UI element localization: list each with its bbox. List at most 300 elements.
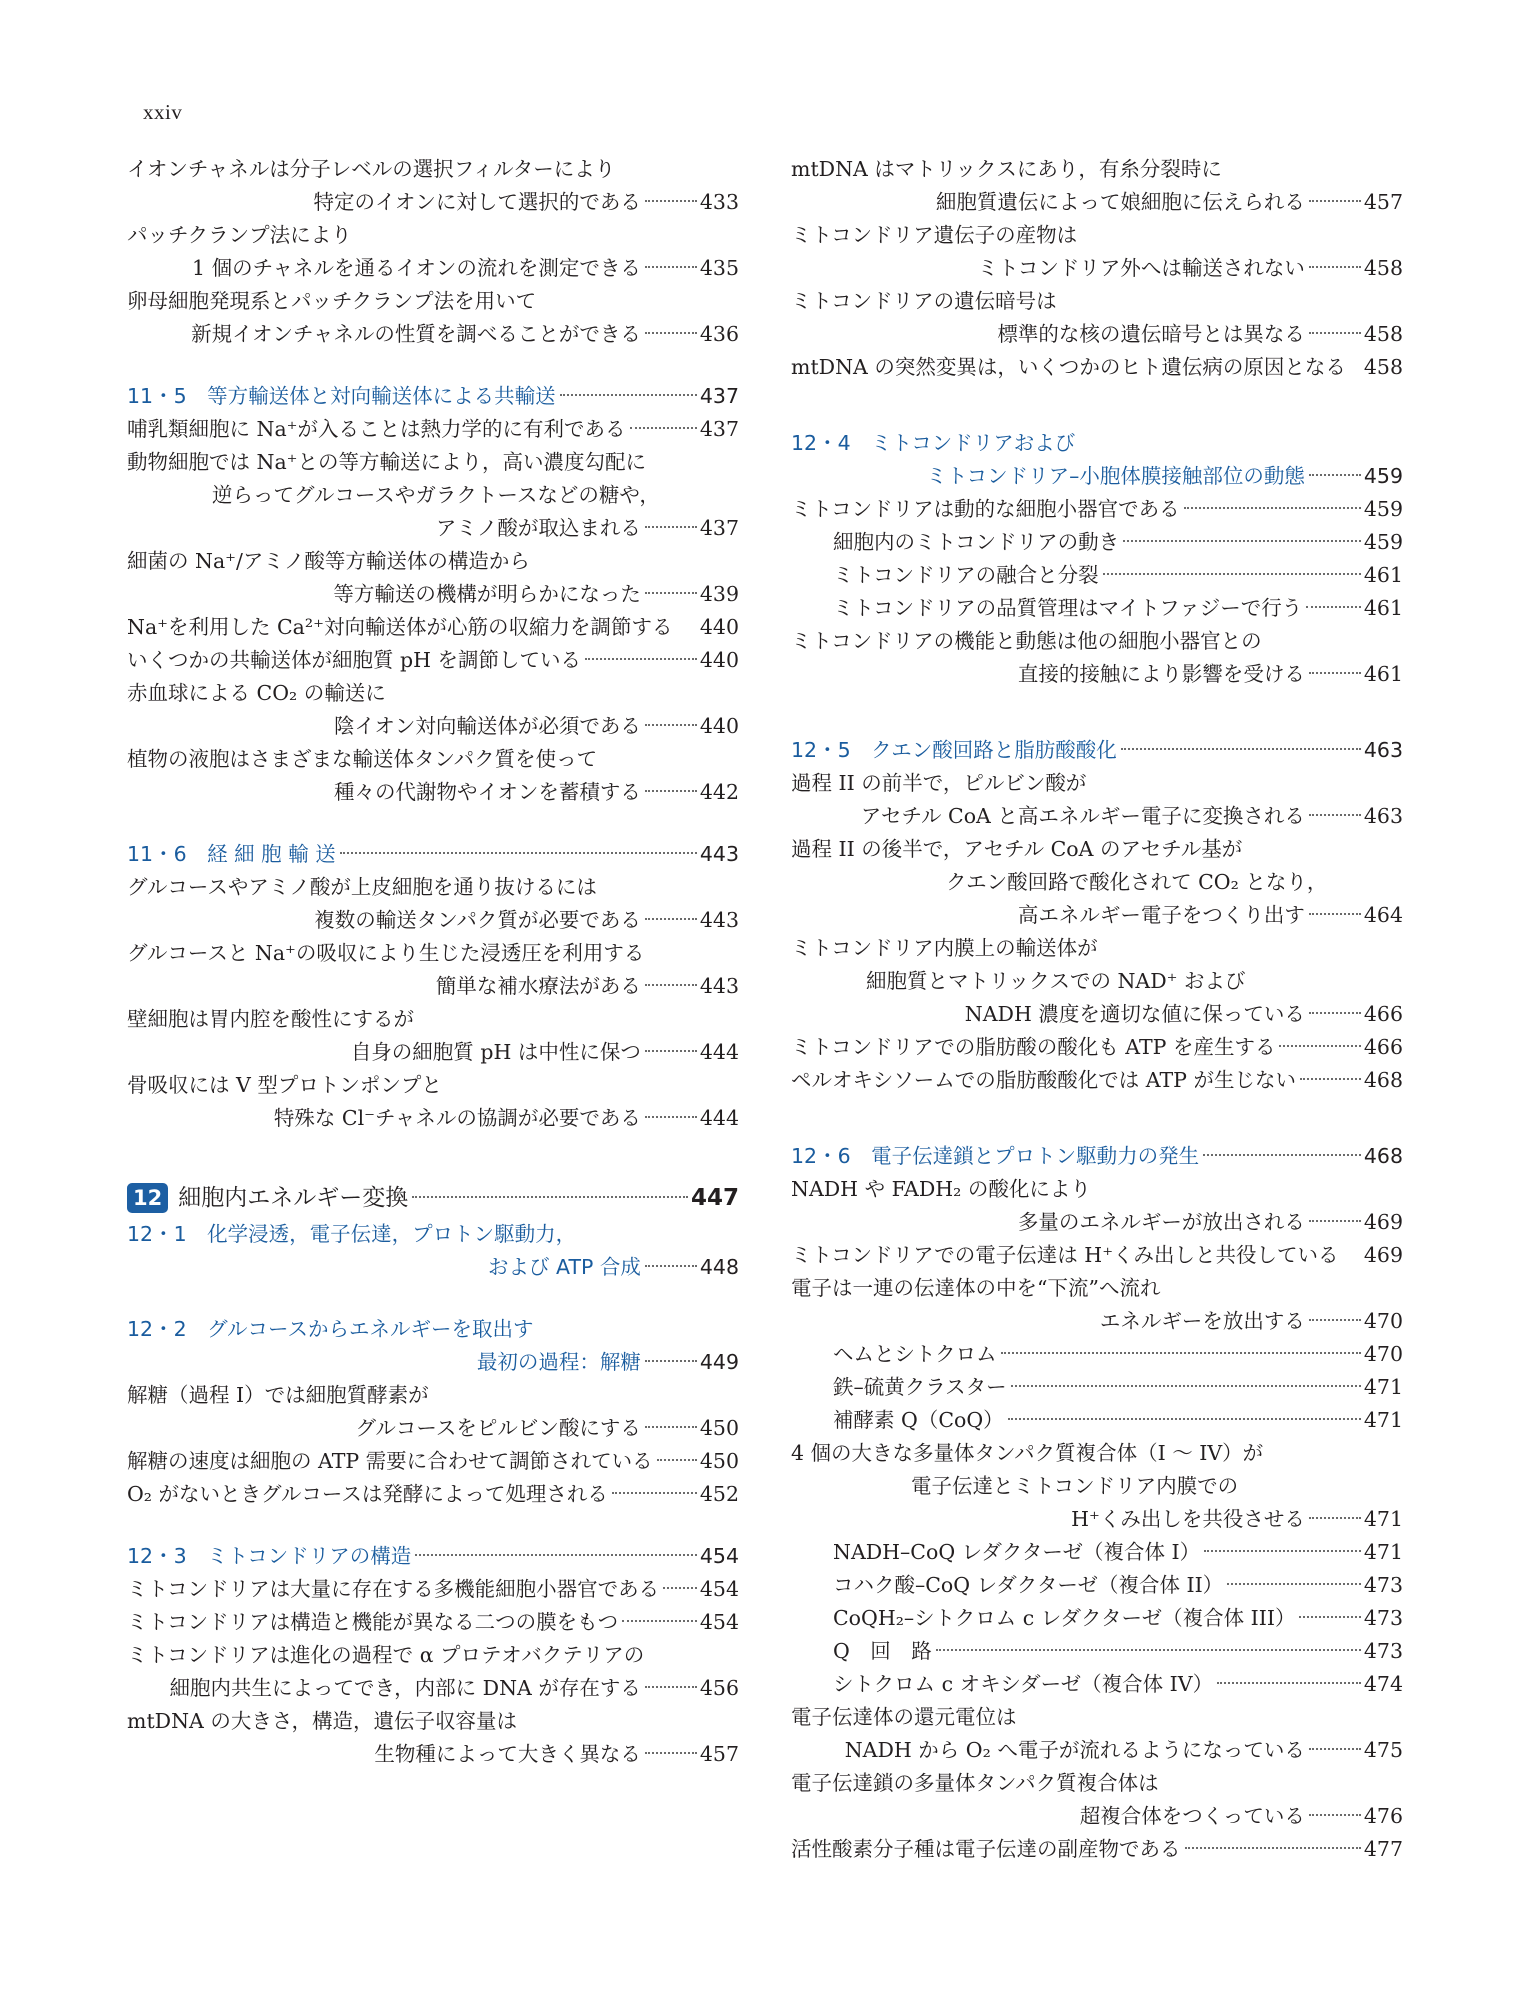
toc-page-number: 449 [699,1350,739,1374]
toc-entry-text [192,252,739,285]
dot-leader [645,200,697,202]
toc-entry-text [274,1102,739,1135]
toc-entry-continuation[interactable] [127,1738,739,1771]
toc-page-number: 435 [699,256,739,280]
toc-entry[interactable] [791,493,1403,526]
toc-page-number: 457 [1363,190,1403,214]
dot-leader [1309,1319,1361,1321]
section-spacer [791,413,1403,427]
toc-page-number: 459 [1363,497,1403,521]
toc-entry-continuation[interactable] [791,252,1403,285]
toc-entry[interactable] [791,965,1403,998]
toc-entry-text: 動物細胞では Na⁺との等方輸送により，高い濃度勾配に [127,450,646,474]
dot-leader [415,1554,697,1556]
toc-entry-continuation[interactable] [791,1305,1403,1338]
toc-page-number: 437 [699,384,739,408]
toc-entry[interactable] [127,871,739,904]
toc-entry-text: 解糖（過程 I）では細胞質酵素が [127,1383,429,1407]
toc-page-number: 448 [699,1255,739,1279]
toc-page-number: 444 [699,1040,739,1064]
toc-page-number: 437 [699,516,739,540]
toc-page-number: 471 [1363,1507,1403,1531]
toc-entry-text: ミトコンドリアは進化の過程で α プロテオバクテリアの [127,1643,645,1667]
toc-page-number: 475 [1363,1738,1403,1762]
dot-leader [1309,814,1361,816]
dot-leader [1309,1012,1361,1014]
dot-leader [340,852,697,854]
dot-leader [1008,1418,1361,1420]
toc-page-number: 473 [1363,1573,1403,1597]
toc-entry-text [845,1734,1403,1767]
toc-entry[interactable] [791,1470,1403,1503]
toc-entry-text: 標準的な核の遺伝暗号とは異なる [997,322,1305,346]
toc-entry-text: ミトコンドリアの機能と動態は他の細胞小器官との [791,629,1262,653]
toc-entry-text: 細胞質とマトリックスでの NAD⁺ および [866,969,1246,993]
toc-entry-text: 高エネルギー電子をつくり出す [1017,903,1305,927]
toc-entry[interactable] [791,1701,1403,1734]
toc-page-number: 474 [1363,1672,1403,1696]
toc-entry[interactable] [791,559,1403,592]
toc-entry[interactable] [791,1371,1403,1404]
toc-entry-text: 細胞質遺伝によって娘細胞に伝えられる [935,190,1305,214]
dot-leader [1185,1847,1361,1849]
toc-page-number: 461 [1363,596,1403,620]
dot-leader [1309,1748,1361,1750]
section-heading[interactable] [127,1218,739,1251]
dot-leader [1306,606,1361,608]
toc-page-number: 440 [699,615,739,639]
toc-entry[interactable] [127,413,739,446]
toc-entry-text [436,512,739,545]
toc-entry-text: 解糖の速度は細胞の ATP 需要に合わせて調節されている [127,1449,653,1473]
dot-leader [645,1360,697,1362]
toc-entry-text: コハク酸–CoQ レダクターゼ（複合体 II） [833,1573,1224,1597]
toc-entry-text [333,578,739,611]
toc-page-number: 458 [1363,355,1403,379]
toc-entry-text [351,1036,739,1069]
toc-entry-continuation[interactable] [791,800,1403,833]
toc-entry-text: 11・6 経 細 胞 輸 送 [127,842,336,866]
dot-leader [645,984,697,986]
dot-leader [630,427,697,429]
toc-entry-text: 12・2 グルコースからエネルギーを取出す [127,1317,534,1341]
toc-page-number: 458 [1363,256,1403,280]
toc-entry-text [488,1251,739,1284]
dot-leader [585,658,697,660]
toc-entry-text [356,1412,740,1445]
toc-entry[interactable] [127,219,739,252]
toc-page-number: 463 [1363,738,1403,762]
toc-entry[interactable] [791,1602,1403,1635]
dot-leader [645,724,697,726]
toc-entry[interactable] [791,1833,1403,1866]
dot-leader [645,526,697,528]
toc-entry-continuation[interactable] [127,1412,739,1445]
toc-entry-text [169,1672,739,1705]
toc-entry-text: ミトコンドリア遺伝子の産物は [791,223,1078,247]
toc-entry-continuation[interactable] [127,904,739,937]
toc-entry[interactable] [127,446,739,479]
toc-entry-text: シトクロム c オキシダーゼ（複合体 IV） [833,1672,1214,1696]
toc-page-number: 477 [1363,1837,1403,1861]
dot-leader [1309,1220,1361,1222]
toc-entry-text: NADH や FADH₂ の酸化により [791,1177,1091,1201]
toc-page-number: 459 [1363,530,1403,554]
dot-leader [1309,200,1361,202]
toc-entry-text [1018,1206,1403,1239]
toc-entry-text: ミトコンドリアの遺伝暗号は [791,289,1057,313]
dot-leader [663,1587,697,1589]
dot-leader [1203,1154,1361,1156]
toc-entry-text: 12・1 化学浸透，電子伝達，プロトン駆動力， [127,1222,577,1246]
toc-entry-text: ヘムとシトクロム [833,1342,997,1366]
section-spacer [791,384,1403,413]
toc-entry[interactable] [791,351,1403,384]
toc-entry-text: 特殊な Cl⁻チャネルの協調が必要である [273,1106,641,1130]
toc-entry[interactable] [127,611,739,644]
toc-entry-continuation[interactable] [127,186,739,219]
toc-entry-text: クエン酸回路で酸化されて CO₂ となり， [946,870,1328,894]
toc-entry-continuation[interactable] [791,899,1403,932]
toc-entry[interactable] [127,743,739,776]
toc-entry-text: グルコースやアミノ酸が上皮細胞を通り抜けるには [127,875,597,899]
dot-leader [1309,266,1361,268]
toc-page-number: 443 [699,908,739,932]
toc-entry[interactable] [127,285,739,318]
toc-entry-text: 12・6 電子伝達鎖とプロトン駆動力の発生 [791,1144,1200,1168]
toc-entry-continuation[interactable] [791,1206,1403,1239]
toc-entry-text: Q 回 路 [833,1639,932,1663]
toc-entry-text [978,252,1403,285]
toc-entry-text: 種々の代謝物やイオンを蓄積する [333,780,641,804]
dot-leader [1184,507,1361,509]
toc-entry-continuation[interactable] [127,1036,739,1069]
toc-page-number: 458 [1363,322,1403,346]
dot-leader [1279,1045,1360,1047]
toc-entry-text: 植物の液胞はさまざまな輸送体タンパク質を使って [127,747,598,771]
toc-page-number: 464 [1363,903,1403,927]
toc-entry-text: 12・4 ミトコンドリアおよび [791,431,1076,455]
toc-entry[interactable] [791,1338,1403,1371]
toc-entry-continuation[interactable] [791,1503,1403,1536]
toc-entry-text: 細胞内のミトコンドリアの動き [833,530,1120,554]
toc-entry[interactable] [791,932,1403,965]
dot-leader [1309,332,1361,334]
toc-column-right [791,153,1403,1866]
toc-entry[interactable] [791,219,1403,252]
toc-entry-text [861,800,1403,833]
toc-entry-text: 4 個の大きな多量体タンパク質複合体（I ～ IV）が [791,1441,1264,1465]
section-heading[interactable] [791,427,1403,460]
toc-entry-text [436,970,739,1003]
toc-entry[interactable] [127,1445,739,1478]
toc-entry-text: 特定のイオンに対して選択的である [313,190,641,214]
toc-page-number: 454 [699,1577,739,1601]
toc-entry[interactable] [791,526,1403,559]
toc-entry-text: 逆らってグルコースやガラクトースなどの糖や， [212,483,660,507]
toc-entry[interactable] [791,1437,1403,1470]
toc-entry[interactable] [127,1069,739,1102]
toc-entry-text: ペルオキシソームでの脂肪酸酸化では ATP が生じない [791,1068,1296,1092]
toc-entry-text [477,1346,739,1379]
dot-leader [1309,1814,1361,1816]
toc-page-number: 469 [1363,1210,1403,1234]
toc-entry-text: 超複合体をつくっている [1079,1804,1305,1828]
toc-entry-text: いくつかの共輸送体が細胞質 pH を調節している [127,648,582,672]
toc-page-number: 440 [699,648,739,672]
toc-entry[interactable] [791,1767,1403,1800]
toc-entry[interactable] [791,1635,1403,1668]
toc-page-number: 450 [699,1416,739,1440]
toc-entry[interactable] [791,1272,1403,1305]
toc-page-number: 440 [699,714,739,738]
toc-entry-text [374,1738,739,1771]
toc-entry-text [1018,658,1403,691]
toc-entry-text: 過程 II の後半で，アセチル CoA のアセチル基が [791,837,1243,861]
toc-page-number: 471 [1363,1375,1403,1399]
toc-entry-text: グルコースをピルビン酸にする [355,1416,641,1440]
toc-entry[interactable] [791,1239,1403,1272]
toc-entry[interactable] [791,592,1403,625]
section-heading-continuation[interactable] [127,1251,739,1284]
toc-page-number: 476 [1363,1804,1403,1828]
section-spacer [127,1511,739,1540]
toc-entry-text: 活性酸素分子種は電子伝達の副産物である [791,1837,1181,1861]
toc-page-number: 469 [1363,1243,1403,1267]
dot-leader [645,266,697,268]
toc-page-number: 466 [1363,1035,1403,1059]
toc-entry-text: NADH 濃度を適切な値に保っている [964,1002,1305,1026]
toc-column-left [127,153,739,1771]
toc-entry[interactable] [791,1404,1403,1437]
toc-entry-text [313,186,739,219]
toc-entry-text: パッチクランプ法により [127,223,352,247]
dot-leader [657,1459,697,1461]
section-spacer [127,1135,739,1164]
dot-leader [412,1196,688,1198]
toc-entry[interactable] [127,644,739,677]
toc-page-number: 439 [699,582,739,606]
toc-entry-text: 電子伝達鎖の多量体タンパク質複合体は [791,1771,1159,1795]
toc-entry[interactable] [791,285,1403,318]
dot-leader [1299,1616,1360,1618]
dot-leader [1011,1385,1361,1387]
toc-page-number: 447 [690,1185,739,1211]
section-heading[interactable] [127,1540,739,1573]
toc-entry-text [1100,1305,1403,1338]
toc-entry-text: 骨吸収には V 型プロトンポンプと [127,1073,442,1097]
toc-page-number: 452 [699,1482,739,1506]
toc-page-number: 444 [699,1106,739,1130]
toc-entry[interactable] [791,153,1403,186]
toc-entry-text: 陰イオン対向輸送体が必須である [333,714,641,738]
toc-entry-text: ミトコンドリアでの脂肪酸の酸化も ATP を産生する [791,1035,1276,1059]
toc-page-number: 470 [1363,1342,1403,1366]
section-heading[interactable] [127,1313,739,1346]
section-spacer [127,1284,739,1313]
toc-entry[interactable] [791,1031,1403,1064]
toc-entry[interactable] [127,677,739,710]
toc-entry-continuation[interactable] [127,710,739,743]
dot-leader [1309,474,1361,476]
section-heading-continuation[interactable] [127,1346,739,1379]
toc-entry[interactable] [791,1536,1403,1569]
toc-page-number: 443 [699,842,739,866]
toc-entry[interactable] [791,866,1403,899]
section-heading[interactable] [791,1140,1403,1173]
toc-entry-text: mtDNA の突然変異は，いくつかのヒト遺伝病の原因となる [791,355,1346,379]
dot-leader [1227,1583,1361,1585]
dot-leader [645,332,697,334]
toc-entry[interactable] [127,1639,739,1672]
toc-entry-text [334,710,739,743]
toc-entry-text: NADH–CoQ レダクターゼ（複合体 I） [833,1540,1201,1564]
dot-leader [1300,1078,1361,1080]
toc-entry-text [936,186,1403,219]
toc-entry-text: ミトコンドリアは大量に存在する多機能細胞小器官である [127,1577,660,1601]
toc-entry-continuation[interactable] [127,776,739,809]
toc-entry[interactable] [791,1569,1403,1602]
toc-entry-text: 哺乳類細胞に Na⁺が入ることは熱力学的に有利である [127,417,626,441]
dot-leader [645,790,697,792]
toc-entry[interactable] [127,1606,739,1639]
dot-leader [612,1492,697,1494]
toc-entry-text: Na⁺を利用した Ca²⁺対向輸送体が心筋の収縮力を調節する [127,615,673,639]
toc-entry-text: ミトコンドリアでの電子伝達は H⁺くみ出しと共役している [791,1243,1339,1267]
toc-entry-text: 多量のエネルギーが放出される [1017,1210,1305,1234]
toc-entry[interactable] [791,767,1403,800]
dot-leader [1309,672,1361,674]
section-heading-continuation[interactable] [791,460,1403,493]
toc-entry-continuation[interactable] [127,252,739,285]
toc-entry[interactable] [791,1668,1403,1701]
toc-entry-text: イオンチャネルは分子レベルの選択フィルターにより [127,157,616,181]
dot-leader [645,1265,697,1267]
toc-entry[interactable] [791,1173,1403,1206]
toc-entry-text: ミトコンドリアは構造と機能が異なる二つの膜をもつ [127,1610,619,1634]
section-spacer [791,691,1403,720]
toc-entry-text: アセチル CoA と高エネルギー電子に変換される [860,804,1305,828]
toc-entry-text: 複数の輸送タンパク質が必要である [314,908,641,932]
toc-entry[interactable] [127,153,739,186]
section-spacer [791,1126,1403,1140]
toc-entry-continuation[interactable] [791,1734,1403,1767]
toc-page-number: 470 [1363,1309,1403,1333]
toc-entry-text: 電子は一連の伝達体の中を“下流”へ流れ [791,1276,1161,1300]
toc-entry[interactable] [127,937,739,970]
toc-entry-text: 電子伝達体の還元電位は [791,1705,1017,1729]
toc-entry-text: 12・3 ミトコンドリアの構造 [127,1544,412,1568]
toc-entry[interactable] [127,545,739,578]
toc-entry-continuation[interactable] [127,1102,739,1135]
dot-leader [936,1649,1361,1651]
toc-entry-text [926,460,1403,493]
toc-entry-text: 11・5 等方輸送体と対向輸送体による共輸送 [127,384,556,408]
dot-leader [622,1620,697,1622]
toc-entry-text [1018,899,1403,932]
toc-entry-text: 1 個のチャネルを通るイオンの流れを測定できる [192,256,641,280]
toc-entry-text: ミトコンドリア外へは輸送されない [977,256,1305,280]
toc-page-number: 454 [699,1544,739,1568]
toc-entry-continuation[interactable] [127,318,739,351]
toc-entry[interactable] [127,479,739,512]
toc-entry-text: 細菌の Na⁺/アミノ酸等方輸送体の構造から [127,549,530,573]
toc-entry-continuation[interactable] [791,658,1403,691]
toc-entry[interactable] [127,1003,739,1036]
dot-leader [645,1426,697,1428]
section-heading[interactable] [127,838,739,871]
toc-entry-continuation[interactable] [127,1672,739,1705]
toc-entry-text: エネルギーを放出する [1099,1309,1305,1333]
toc-entry-continuation[interactable] [791,1800,1403,1833]
toc-entry-continuation[interactable] [791,998,1403,1031]
toc-entry-text: mtDNA はマトリックスにあり，有糸分裂時に [791,157,1222,181]
dot-leader [645,918,697,920]
toc-entry-text: 等方輸送の機構が明らかになった [333,582,641,606]
toc-entry[interactable] [127,1379,739,1412]
toc-entry[interactable] [791,625,1403,658]
toc-page-number: 443 [699,974,739,998]
toc-entry-text: 鉄–硫黄クラスター [833,1375,1007,1399]
page-number: xxiv [143,100,183,124]
toc-entry-continuation[interactable] [127,970,739,1003]
toc-entry-text: NADH から O₂ へ電子が流れるようになっている [844,1738,1305,1762]
chapter-heading[interactable] [127,1178,739,1218]
dot-leader [645,592,697,594]
toc-page-number: 471 [1363,1408,1403,1432]
toc-page-number: 471 [1363,1540,1403,1564]
dot-leader [1121,748,1361,750]
toc-entry-text: 卵母細胞発現系とパッチクランプ法を用いて [127,289,537,313]
toc-page-number: 454 [699,1610,739,1634]
toc-entry[interactable] [127,1573,739,1606]
toc-entry-text: ミトコンドリア–小胞体膜接触部位の動態 [926,464,1305,488]
dot-leader [560,394,697,396]
toc-entry-text: 細胞内共生によってでき，内部に DNA が存在する [169,1676,641,1700]
toc-entry-continuation[interactable] [127,512,739,545]
toc-entry-continuation[interactable] [127,578,739,611]
toc-page-number: 461 [1363,563,1403,587]
dot-leader [1001,1352,1361,1354]
toc-page-number: 473 [1363,1639,1403,1663]
dot-leader [1103,573,1361,575]
toc-entry-text: 自身の細胞質 pH は中性に保つ [350,1040,641,1064]
section-heading[interactable] [127,380,739,413]
toc-entry[interactable] [127,1705,739,1738]
toc-entry[interactable] [791,833,1403,866]
toc-entry-text: H⁺くみ出しを共役させる [1071,1507,1305,1531]
toc-entry-text [1080,1800,1403,1833]
toc-entry-continuation[interactable] [791,186,1403,219]
toc-entry-text [334,776,739,809]
toc-entry-continuation[interactable] [791,318,1403,351]
toc-entry[interactable] [791,1064,1403,1097]
toc-entry-text: 壁細胞は胃内腔を酸性にするが [127,1007,414,1031]
toc-page-number: 473 [1363,1606,1403,1630]
toc-entry-text: 電子伝達とミトコンドリア内膜での [911,1474,1239,1498]
toc-entry-text: および ATP 合成 [488,1255,641,1279]
toc-page-number: 463 [1363,804,1403,828]
toc-entry[interactable] [127,1478,739,1511]
section-spacer [127,351,739,380]
toc-entry-text: 新規イオンチャネルの性質を調べることができる [191,322,641,346]
toc-entry-text: アミノ酸が取込まれる [435,516,641,540]
dot-leader [1309,913,1361,915]
section-heading[interactable] [791,734,1403,767]
toc-page-number: 437 [699,417,739,441]
section-spacer [791,720,1403,734]
toc-entry-text: ミトコンドリア内膜上の輸送体が [791,936,1098,960]
